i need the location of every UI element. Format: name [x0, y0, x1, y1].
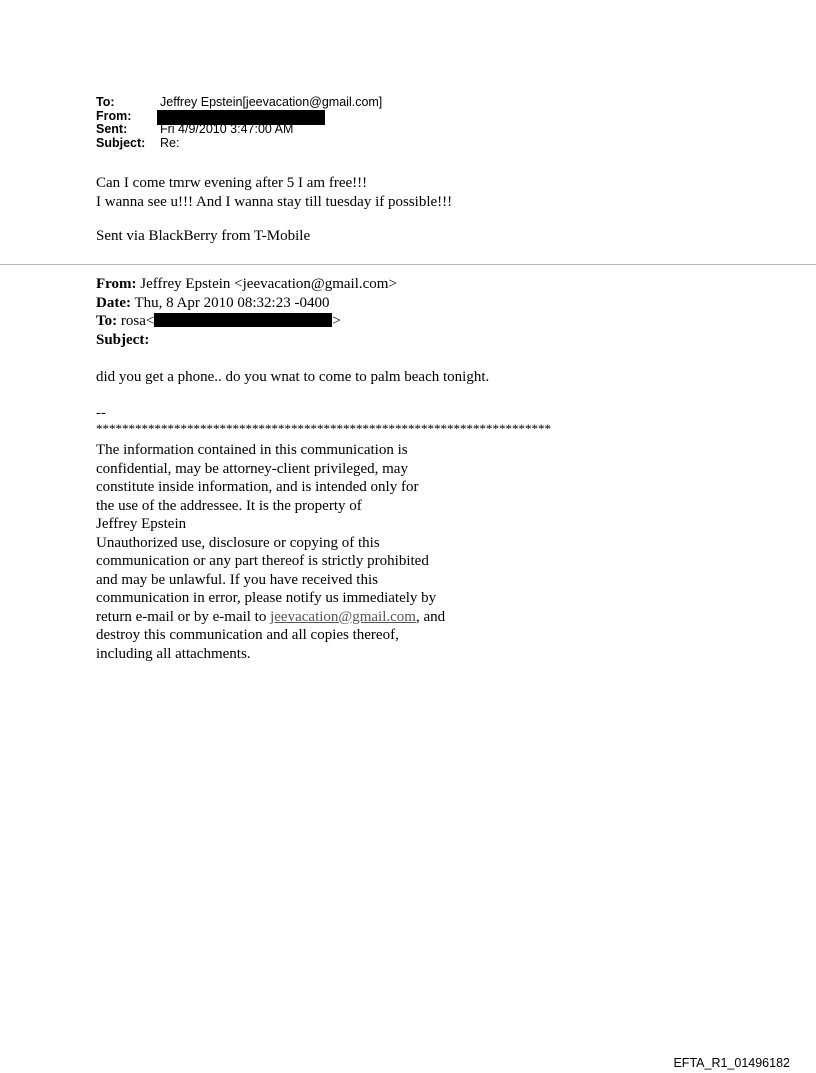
return-suffix: , and [415, 608, 446, 625]
disclaimer-line: communication in error, please notify us immediately by [96, 590, 437, 606]
quoted-subject-row [96, 331, 397, 350]
disclaimer-line: communication or any part thereof is strictly prohibited [96, 553, 429, 569]
quoted-to-prefix: rosa< [117, 313, 155, 329]
redaction-bar [154, 313, 332, 327]
disclaimer-line: destroy this communication and all copies thereof, [96, 627, 399, 643]
reply-line: Can I come tmrw evening after 5 I am free!!! [96, 175, 368, 191]
quoted-to-suffix: > [332, 313, 341, 329]
quoted-to-label: To: [96, 313, 118, 329]
disclaimer-line: including all attachments. [96, 645, 251, 662]
quoted-from-label: From: [96, 276, 137, 292]
quoted-from-value: Jeffrey Epstein <jeevacation@gmail.com> [136, 276, 397, 292]
reply-subject-label: Subject: [96, 135, 146, 150]
disclaimer-line: confidential, may be attorney-client privileged, may [96, 460, 408, 477]
quoted-to-row [96, 312, 397, 331]
reply-line: I wanna see u!!! And I wanna stay till tuesday if possible!!! [96, 193, 453, 210]
quoted-message: did you get a phone.. do you wnat to come to palm beach tonight. [96, 369, 490, 385]
reply-sent-value: Fri 4/9/2010 3:47:00 AM [160, 122, 294, 136]
document-id: EFTA_R1_01496182 [673, 1056, 790, 1070]
reply-sent-label: Sent: [96, 122, 128, 136]
disclaimer-line [96, 608, 445, 627]
email-link[interactable]: jeevacation@gmail.com [270, 608, 416, 625]
reply-subject-value: Re: [160, 135, 180, 150]
confidentiality-disclaimer [96, 441, 445, 663]
reply-to-value: Jeffrey Epstein[jeevacation@gmail.com] [160, 95, 383, 109]
reply-body [96, 174, 452, 211]
disclaimer-line: Jeffrey Epstein [96, 516, 187, 532]
quoted-header [96, 275, 397, 349]
quoted-subject-label: Subject: [96, 331, 150, 348]
quoted-date-value: Thu, 8 Apr 2010 08:32:23 -0400 [130, 294, 330, 311]
reply-to-label: To: [96, 95, 115, 109]
reply-from-label: From: [96, 108, 132, 123]
divider [0, 264, 816, 265]
quoted-from-row [96, 275, 397, 294]
disclaimer-line: and may be unlawful. If you have received this [96, 571, 378, 588]
disclaimer-line: the use of the addressee. It is the property of [96, 497, 362, 514]
quoted-date-label: Date: [96, 294, 131, 311]
signature-separator: -- [96, 405, 106, 421]
reply-signature: Sent via BlackBerry from T-Mobile [96, 228, 311, 244]
return-prefix: return e-mail or by e-mail to [96, 608, 271, 625]
asterisk-rule: ********************************************************************** [96, 421, 551, 436]
disclaimer-line: Unauthorized use, disclosure or copying of this [96, 534, 380, 551]
disclaimer-line: constitute inside information, and is intended only for [96, 479, 419, 495]
disclaimer-line: The information contained in this communication is [96, 442, 408, 458]
quoted-date-row [96, 294, 397, 313]
